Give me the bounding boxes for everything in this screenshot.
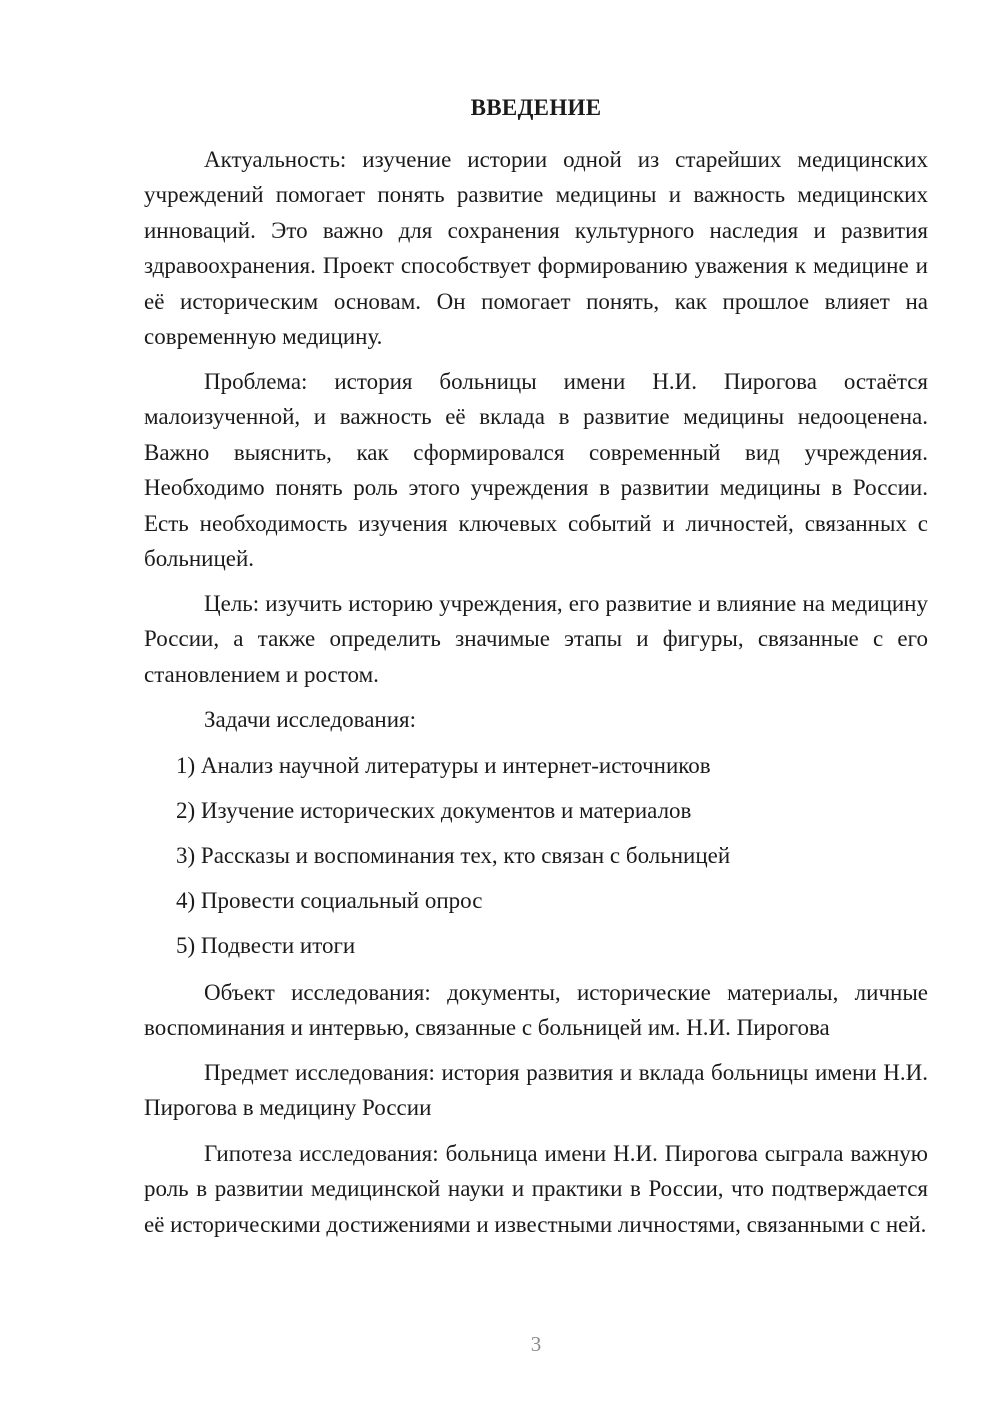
paragraph-subject: Предмет исследования: история развития и вклада больницы имени Н.И. Пирогова в медицину России: [144, 1060, 928, 1121]
task-item: 2) Изучение исторических документов и материалов: [176, 798, 692, 823]
paragraph-problem: Проблема: история больницы имени Н.И. Пирогова остаётся малоизученной, и важность её вклада в развитие медицины недооценена. Важно выяснить, как сформировался современный вид учреждения. Необходимо понять роль этого учреждения в развитии медицины в России. Есть необходимость изучения ключевых событий и личностей, связанных с больницей.: [144, 369, 928, 572]
task-item: 1) Анализ научной литературы и интернет-источников: [176, 753, 711, 778]
page-number: 3: [530, 1332, 542, 1356]
tasks-heading: Задачи исследования:: [204, 707, 417, 732]
paragraph-object: Объект исследования: документы, исторические материалы, личные воспоминания и интервью, связанные с больницей им. Н.И. Пирогова: [144, 980, 928, 1041]
paragraph-hypothesis: Гипотеза исследования: больница имени Н.И. Пирогова сыграла важную роль в развитии медицинской науки и практики в России, что подтверждается её историческими достижениями и известными личностями, связанными с ней.: [144, 1141, 928, 1237]
paragraph-goal: Цель: изучить историю учреждения, его развитие и влияние на медицину России, а также определить значимые этапы и фигуры, связанные с его становлением и ростом.: [144, 591, 928, 687]
page-title: ВВЕДЕНИЕ: [470, 95, 602, 120]
task-item: 3) Рассказы и воспоминания тех, кто связан с больницей: [176, 843, 731, 868]
task-item: 4) Провести социальный опрос: [176, 888, 483, 913]
task-item: 5) Подвести итоги: [176, 933, 356, 958]
paragraph-relevance: Актуальность: изучение истории одной из старейших медицинских учреждений помогает понять развитие медицины и важность медицинских инноваций. Это важно для сохранения культурного наследия и развития здравоохранения. Проект способствует формированию уважения к медицине и её историческим основам. Он помогает понять, как прошлое влияет на современную медицину.: [144, 147, 928, 350]
